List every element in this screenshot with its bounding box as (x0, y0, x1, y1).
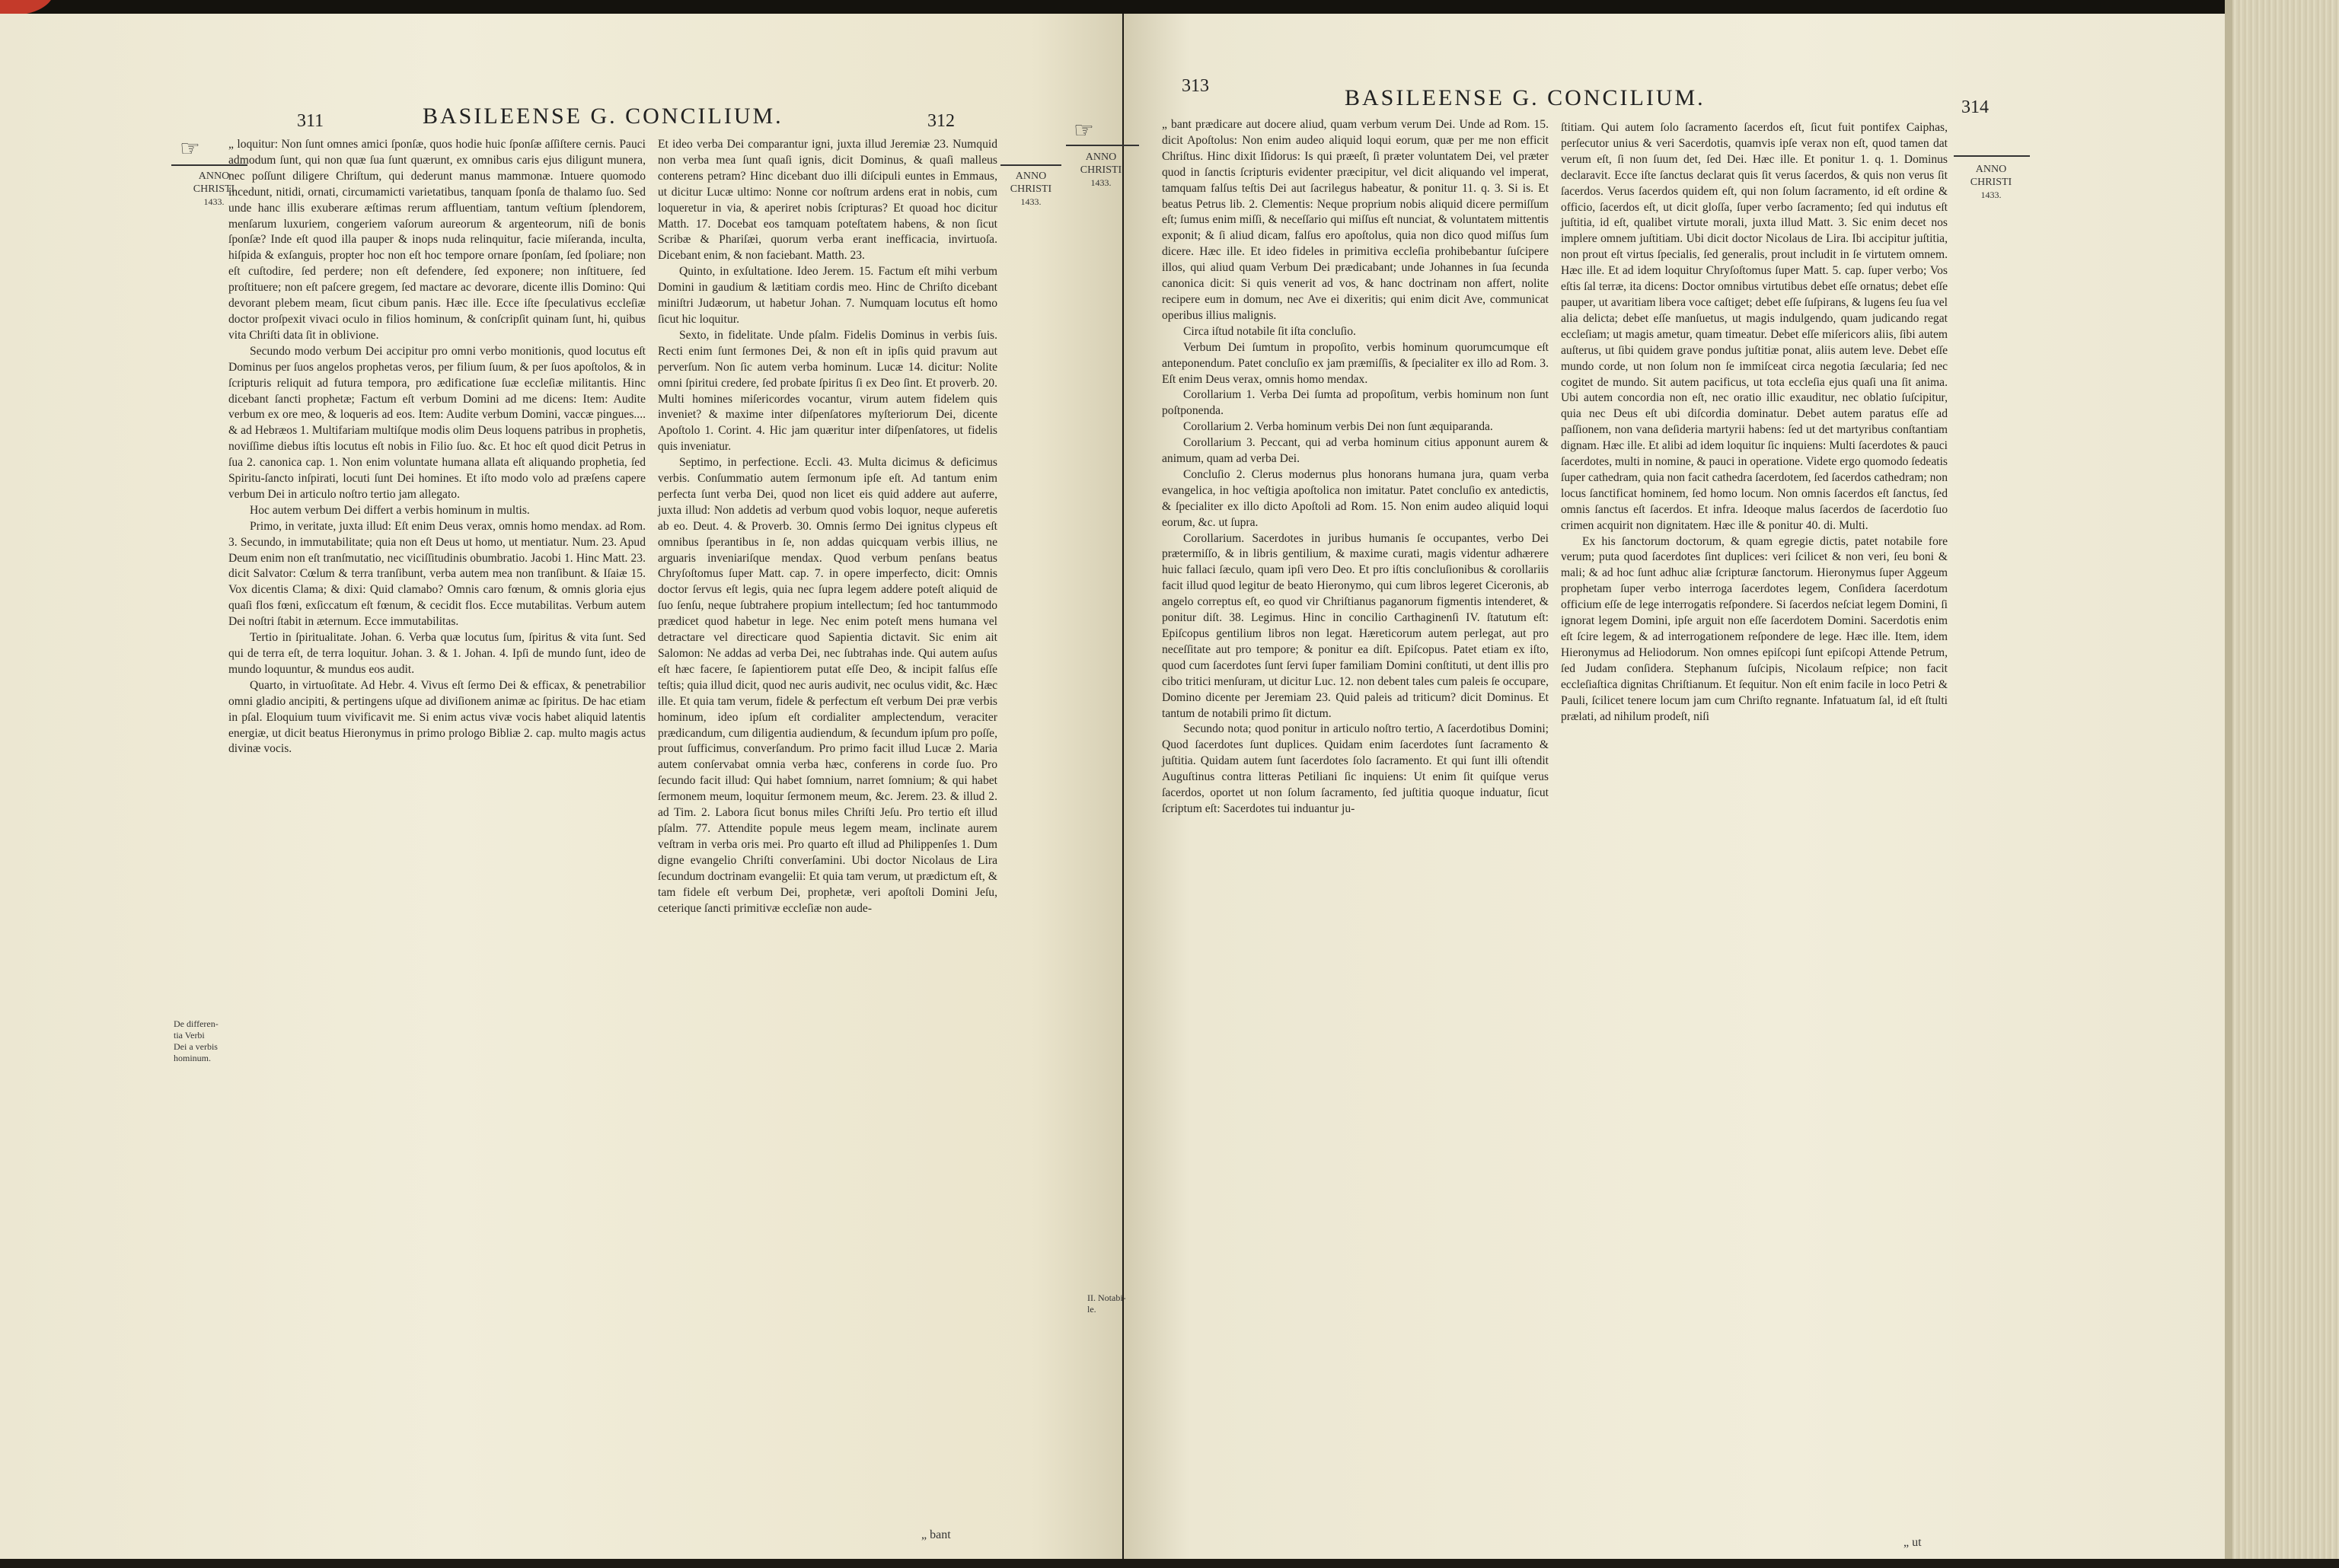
page-number-312: 312 (927, 111, 955, 131)
right-page-column-1 (1162, 117, 1549, 1548)
catchword: „ ut (1903, 1536, 1922, 1549)
page-number-311: 311 (297, 111, 324, 131)
margin-year: ANNO CHRISTI 1433. (1080, 151, 1122, 188)
paragraph: Septimo, in perfectione. Eccli. 43. Multa dicimus & deficimus verbis. Conſummatio autem ſermonum ipſe eſt. Ad tantum enim perfecta ſunt verba Dei, quod non licet eis quid addere aut auferre, juxta illud: Non addetis ad verbum quod vobis loquor, neque auferetis ab eo. Deut. 4. & Proverb. 30. Omnis ſermo Dei ignitus clypeus eſt omnibus ſperantibus in ſe, non addas quicquam verbis illius, ne arguaris inveniariſque mendax. Quod verbum penſans beatus Chryſoſtomus ſuper Matt. cap. 7. in opere imperfecto, dicit: Omnis doctor ſervus eſt legis, quia nec ſupra legem addere poteſt aliquid de ſuo ſenſu, neque ſubtrahere propium intellectum; ſed hoc tantummodo prædicet quod habetur in lege. Nec enim poteſt mens humana vel detractare vel directicare quod Sapientia dictavit. Sic enim ait Salomon: Ne addas ad verba Dei, nec ſubtrahas inde. Qui autem auſus eſt hæc facere, ſe ſapientiorem putat eſſe Deo, & incipit falſus eſſe teſtis; quia illud dicit, quod nec auris audivit, nec oculus vidit, &c. Hæc ille. Et quia tam verum, fidele & perfectum eſt verbum Dei præ verbis hominum, ideo ipſum eſt cordialiter amplectendum, veraciter prædicandum, cum diligentia audiendum, & ſecundum ipſum pro poſſe, prout ſufficimus, converſandum. Pro primo facit illud Lucæ 2. Maria autem conſervabat omnia verba hæc, conferens in corde ſuo. Pro ſecundo facit illud: Qui habet ſomnium, narret ſomnium; & qui habet ſermonem meum, loquitur ſermonem meum, &c. Jerem. 23. & illud 2. ad Tim. 2. Labora ſicut bonus miles Chriſti Jeſu. Pro tertio eſt illud pſalm. 77. Attendite popule meus legem meam, inclinate aurem veſtram in verba oris mei. Pro quarto eſt illud ad Philippenſes 1. Dum digne evangelio Chriſti converſamini. Ubi doctor Nicolaus de Lira ſecundum doctrinam evangelii: Et quia tam verum, ut prædictum eſt, & tam fidele eſt verbum Dei, prophetæ, veri apoſtoli Domini Jeſu, ceterique ſancti primitivæ eccleſiæ non aude- (658, 456, 997, 915)
paragraph: Corollarium 2. Verba hominum verbis Dei non ſunt æquiparanda. (1183, 420, 1493, 434)
margin-year: ANNO CHRISTI 1433. (193, 171, 235, 207)
paragraph: Circa iſtud notabile ſit iſta concluſio. (1183, 324, 1356, 338)
paragraph: Corollarium 1. Verba Dei ſumta ad propoſitum, verbis hominum non ſunt poſtponenda. (1162, 388, 1549, 418)
margin-year-right: ANNO CHRISTI 1433. (1970, 164, 2012, 200)
paragraph: Sexto, in fidelitate. Unde pſalm. Fidelis Dominus in verbis ſuis. Recti enim ſunt ſermones Dei, & non eſt in ipſis quid pravum aut perverſum. Non ſic autem verba hominum. Lucæ 14. dicitur: Nolite omni ſpiritui credere, ſed probate ſpiritus ſi ex Deo ſint. Et proverb. 20. Multi homines miſericordes vocantur, virum autem fidelem quis inveniet? & maxime inter diſpenſatores myſteriorum Dei, dicente Apoſtolo 1. Corint. 4. Hic jam quæritur inter diſpenſatores, ut fidelis quis inveniatur. (658, 328, 997, 454)
paragraph: Quarto, in virtuoſitate. Ad Hebr. 4. Vivus eſt ſermo Dei & efficax, & penetrabilior omni gladio ancipiti, & pertingens uſque ad diviſionem animæ ac ſpiritus. De hac etiam in pſal. Eloquium tuum vivificavit me. Si enim actus vivæ vocis habet aliquid latentis energiæ, ut dicit beatus Hieronymus in primo prologo Bibliæ 2. cap. multo magis actus divinæ vocis. (228, 678, 646, 756)
pointing-hand-icon: ☞ (180, 136, 200, 161)
pointing-hand-icon: ☞ (1074, 118, 1094, 143)
running-head: BASILEENSE G. CONCILIUM. (423, 104, 783, 129)
paragraph: Corollarium 3. Peccant, qui ad verba hominum citius apponunt aurem & animum, quam ad verba Dei. (1162, 436, 1549, 466)
paragraph: Secundo modo verbum Dei accipitur pro omni verbo monitionis, quod locutus eſt Dominus per ſuos angelos prophetas veros, per filium ſuum, & per ſuos apoſtolos, & in ſcripturis reliquit ad futura tempora, pro ædificatione ſuæ eccleſiæ militantis. Hinc dicebant ſancti prophetæ; Factum eſt verbum Domini ad me dicens: Item: Audite verbum ex ore meo, & loqueris ad eos. Item: Audite verbum Domini, vaccæ pingues.... & ad Hebræos 1. Multifariam multiſque modis olim Deus loquens patribus in prophetis, noviſſime diebus iſtis locutus eſt nobis in Filio ſuo. &c. Et hoc eſt quod dicit Petrus in ſua 2. canonica cap. 1. Non enim voluntate humana allata eſt aliquando prophetia, ſed Spiritu-ſancto inſpirati, locuti ſunt Dei homines. Et iſto modo volo ad præſens capere verbum Dei in articulo noſtro tertio jam allegato. (228, 344, 646, 501)
right-page (1074, 14, 2225, 1559)
book-page-edges (2225, 0, 2339, 1559)
margin-note-de-differentia: De differen- tia Verbi Dei a verbis hominum. (174, 1018, 219, 1063)
paragraph: Tertio in ſpiritualitate. Johan. 6. Verba quæ locutus ſum, ſpiritus & vita ſunt. Sed qui de terra eſt, de terra loquitur. Johan. 3. & 1. Johan. 4. Ipſi de mundo ſunt, ideo de mundo loquuntur, & mundus eos audit. (228, 631, 646, 676)
page-number-314: 314 (1961, 97, 1989, 117)
paragraph: ſtitiam. Qui autem ſolo ſacramento ſacerdos eſt, ſicut fuit pontifex Caiphas, perſecutor unius & veri Sacerdotis, quamvis ipſe verax non eſt, quod tamen dat verum eſt, ſi non ſuum det, ſed Dei. Hæc ille. Et ponitur 1. q. 1. Dominus declaravit. Ecce iſte ſanctus declarat quis ſit verus ſacerdos, & quis non verus ſit ſacerdos. Verus ſacerdos quidem eſt, qui non ſolum ſacramento, id eſt ordine & officio, ſacerdos eſt, ut dicit gloſſa, ſuper verbo ſacramento; ſed qui indutus eſt juſtitia, id eſt, qualibet virtute morali, juxta illud Matt. 3. Sic enim decet nos implere omnem juſtitiam. Ubi dicit doctor Nicolaus de Lira. Ibi accipitur juſtitia, non prout eſt virtus ſpecialis, ſed generalis, prout includit in ſe virtutem omnem. Hæc ille. Et ad idem loquitur Chryſoſtomus ſuper Matt. 5. cap. ſuper verbo; Vos eſtis ſal terræ, ita dicens: Doctor omnibus virtutibus debet eſſe ornatus; debet eſſe pauper, ut avaritiam libera voce caſtiget; debet eſſe ſuſpirans, & lugens ſeu ſua vel alia delicta; debet eſſe manſuetus, ut magis indulgendo, quam judicando regat eccleſiam; ut magis ametur, quam timeatur. Debet eſſe miſericors aliis, ſibi autem auſterus, ut ſibi quidem grave pondus juſtitiæ ponat, aliis autem leve. Debet eſſe mundo corde, ut non ſolum non ſe immiſceat circa negotia ſæcularia; ſed nec cogitet de mundo. Sit autem pacificus, ut tota eccleſia ejus quaſi una ſit anima. Ubi autem concordia non eſt, nec oratio illic exauditur, nec oblatio ſuſcipitur, quia nec Deus eſt ubi diſcordia dominatur. Debet autem paratus eſſe ad paſſionem, non vana deſideria martyrii habens: ſed ut det martyribus conſtantiam dignam. Hæc ille. Et alibi ad idem loquitur ſic inquiens: Multi ſacerdotes & pauci ſacerdotes, multi in nomine, & pauci in operatione. Videte ergo quomodo ſedeatis ſuper cathedram, quia non facit cathedra ſacerdotem, ſed ſacerdos cathedram; non locus ſanctificat hominem, ſed homo locum. Non omnis ſacerdos eſt ſanctus, ſed omnis ſanctus eſt ſacerdos. Et infra. Ideoque malus ſacerdos de ſacerdotio ſuo crimen acquirit non dignitatem. Hæc ille & ponitur 40. di. Multi. (1561, 121, 1948, 532)
right-page-column-2 (1561, 120, 1948, 1536)
margin-rule (1066, 145, 1139, 146)
paragraph: Secundo nota; quod ponitur in articulo noſtro tertio, A ſacerdotibus Domini; Quod ſacerdotes ſunt duplices. Quidam enim ſacerdotes ſunt ſacramento & juſtitia. Quidam autem ſunt ſacerdotes ſolo ſacramento. Et qui ſunt illi oſtendit Auguſtinus contra litteras Petiliani ſic inquiens: Ut enim ſit quiſque verus ſacerdos, oportet ut non ſolum ſacramento, ſed juſtitia quoque induatur, ſicut ſcriptum eſt: Sacerdotes tui induantur ju- (1162, 722, 1549, 815)
top-background (0, 0, 2339, 14)
paragraph: Primo, in veritate, juxta illud: Eſt enim Deus verax, omnis homo mendax. ad Rom. 3. Secundo, in immutabilitate; quia non eſt Deus ut homo, ut mentiatur. Num. 23. Apud Deum enim non eſt tranſmutatio, nec viciſſitudinis obumbratio. Jacobi 1. Hinc Matt. 23. dicit Salvator: Cœlum & terra tranſibunt, verba autem mea non tranſibunt. & Iſaiæ 15. Vox dicentis Clama; & dixi: Quid clamabo? Omnis caro fœnum, & omnis gloria ejus quaſi flos fœni, exſiccatum eſt fœnum, & cecidit flos. Ecce mutabilitas. Verbum autem Dei noſtri ſtabit in æternum. Ecce immutabilitas. (228, 519, 646, 629)
paragraph: Ex his ſanctorum doctorum, & quam egregie dictis, patet notabile fore verum; puta quod ſacerdotes ſint duplices: veri ſcilicet & non veri, ſeu boni & mali; & ad hoc ſunt adhuc aliæ ſcripturæ ſanctorum. Hieronymus ſuper Aggeum prophetam ſuper verbo interroga ſacerdotes legem, Conſidera ſacerdotum officium eſſe de lege interrogatis reſpondere. Si ſacerdos neſciat legem Domini, ſi ignorat legem Domini, ipſe arguit non eſſe ſacerdotem Domini. Sacerdotis enim eſt ſcire legem, & ad interrogationem reſpondere de lege. Hæc ille. Item, idem Hieronymus ad Heliodorum. Non omnes epiſcopi ſunt epiſcopi Attende Petrum, ſed Judam conſidera. Stephanum ſuſcipis, Nicolaum reſpice; non facit eccleſiaſtica dignitas Chriſtianum. Et ſequitur. Non eſt enim facile in loco Petri & Pauli, ſcilicet tenere locum jam cum Chriſto regnante. Infatuatum ſal, id eſt ſtulti prælati, ad nihilum prodeſt, niſi (1561, 534, 1948, 723)
paragraph: Verbum Dei ſumtum in propoſito, verbis hominum quorumcumque eſt anteponendum. Patet concluſio ex jam præmiſſis, & ſpecialiter ex illo ad Rom. 3. Eſt enim Deus verax, omnis homo mendax. (1162, 340, 1549, 386)
left-page (0, 14, 1122, 1559)
left-page-column-1 (228, 137, 646, 1568)
page-number-313: 313 (1182, 76, 1209, 96)
paragraph: „ bant prædicare aut docere aliud, quam verbum verum Dei. Unde ad Rom. 15. dicit Apoſtolus: Non enim audeo aliquid loqui eorum, quæ per me non efficit Chriſtus. Hinc dixit Iſidorus: Is qui præeſt, ſi præter voluntatem Dei, vel præter quod in ſanctis ſcripturis evidenter præcipitur, vel dicit aliquando vel imperat, tamquam falſus teſtis Dei aut ſacrilegus habeatur, & ponitur 11. q. 3. Si is. Et beatus Petrus lib. 2. Clementis: Neque proprium nobis aliquid dicere permiſſum eſt; ſumus enim miſſi, & neceſſario qui miſſus eſt nunciat, & voluntatem mittentis exponit; & ſi aliud dicam, falſus ero apoſtolus, quia non dico quod miſſus ſum dicere. Hæc ille. Et ideo fideles in primitiva eccleſia prohibebantur ſuſcipere illos, qui aliud quam Verbum Dei prædicabant; unde Johannes in ſua ſecunda canonica dicit: Si quis venerit ad vos, & hanc doctrinam non affert, nolite recipere eum in domum, nec Ave ei dixeritis; qui enim dicit Ave, communicat operibus illius malignis. (1162, 118, 1549, 322)
running-head: BASILEENSE G. CONCILIUM. (1345, 85, 1706, 110)
left-page-column-2 (658, 137, 997, 1515)
paragraph: „ loquitur: Non ſunt omnes amici ſponſæ, quos hodie huic ſponſæ aſſiſtere cernis. Pauci admodum ſunt, qui non quæ ſua ſunt quærunt, ex omnibus caris ejus diligunt munera, nec poſſunt diligere Chriſtum, qui dederunt manus mammonæ. Intuere quomodo incedunt, nitidi, ornati, circumamicti varietatibus, tanquam ſponſa de thalamo ſuo. Sed unde hanc illis exuberare æſtimas rerum affluentiam, tantum veſtium ſplendorem, menſarum luxuriem, congeriem vaſorum aureorum & argenteorum, niſi de bonis ſponſæ? Inde eſt quod illa pauper & inops nuda relinquitur, facie miſeranda, inculta, hiſpida & exſanguis, propter hoc non eſt hoc tempore ornare ſponſam, ſed ſpoliare; non eſt cuſtodire, ſed perdere; non eſt defendere, ſed exponere; non inſtituere, ſed proſtituere; non eſt paſcere gregem, ſed mactare ac devorare, dicente illis Domino: Qui devorant plebem meam, ſicut cibum panis. Hæc ille. Ecce iſte ſpeculativus eccleſiæ doctor proſpexit vivaci oculo in filios hominum, & conſcripſit quinam ſunt, hi, quibus vita Chriſti data ſit in oblivione. (228, 138, 646, 342)
margin-note-notabile: II. Notabi- le. (1087, 1292, 1126, 1315)
paragraph: Concluſio 2. Clerus modernus plus honorans humana jura, quam verba evangelica, in hoc veſtigia apoſtolica non imitatur. Patet concluſio ex antedictis, & ſpecialiter ex illo dicto Apoſtoli ad Rom. 15. Non enim audeo aliquid loqui eorum, &c. ut ſupra. (1162, 467, 1549, 529)
paragraph: Hoc autem verbum Dei differt a verbis hominum in multis. (250, 503, 530, 517)
margin-rule-right (1954, 155, 2030, 157)
paragraph: Et ideo verba Dei comparantur igni, juxta illud Jeremiæ 23. Numquid non verba mea ſunt quaſi ignis, dicit Dominus, & quaſi malleus conterens petram? Hinc dicebant duo illi diſcipuli euntes in Emmaus, ut dicitur Lucæ ultimo: Nonne cor noſtrum ardens erat in nobis, cum loqueretur in via, & aperiret nobis ſcripturas? Et quoad hoc dicitur Matth. 17. Docebat eos tamquam poteſtatem habens, & non ſicut Scribæ & Phariſæi, quorum verba erant inefficacia, invirtuoſa. Dicebant enim, & non faciebant. Matth. 23. (658, 138, 997, 263)
margin-year-right: ANNO CHRISTI 1433. (1010, 171, 1052, 207)
catchword: „ bant (921, 1528, 951, 1541)
margin-rule-right (1000, 164, 1061, 166)
paragraph: Quinto, in exſultatione. Ideo Jerem. 15. Factum eſt mihi verbum Domini in gaudium & lætitiam cordis meo. Hinc de Chriſto dicebant miniſtri Judæorum, ut habetur Johan. 7. Numquam locutus eſt homo ſicut hic loquitur. (658, 265, 997, 326)
paragraph: Corollarium. Sacerdotes in juribus humanis ſe occupantes, verbo Dei prætermiſſo, & in libris gentilium, & maxime curati, magis videntur adhærere huic fallaci ſæculo, quam ipſi vero Deo. Et pro iſtis concluſionibus & corollariis facit illud quod legitur de beato Hieronymo, qui cum libros legeret Ciceronis, ab angelo correptus eſt, eo quod vir Chriſtianus paganorum figmentis intenderet, & ponitur diſt. 38. Legimus. Hinc in concilio Carthaginenſi IV. ſtatutum eſt: Epiſcopus gentilium libros non legat. Hæreticorum autem perlegat, aut pro neceſſitate aut pro tempore; & ponitur ea diſt. Epiſcopus. Patet etiam ex iſto, quod cum ſacerdotes ſunt ſervi ſuper familiam Domini conſtituti, ut dent illis pro cibo tritici menſuram, ut dicitur Luc. 12. non debent tales cum paleis ſe occupare, Domino dicente per Jeremiam 23. Quid paleis ad triticum? dicit Dominus. Et tantum de notabili primo ſit dictum. (1162, 531, 1549, 720)
